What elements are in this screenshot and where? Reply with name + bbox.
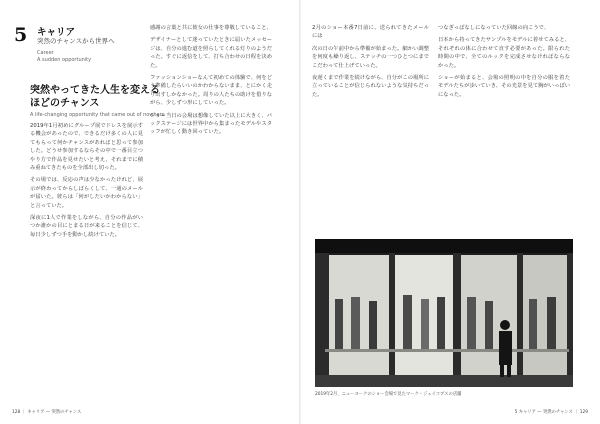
body-column-1: [30, 122, 143, 390]
storefront-illustration: [315, 239, 573, 387]
chapter-english-subtitle: A sudden opportunity: [37, 57, 92, 63]
paragraph: 次の日の午前中から準備が始まった。細かい調整を何度も繰り返し、ステッチの一つひとつにまでこだわって仕上げていった。: [312, 45, 429, 69]
section-english-title: A life-changing opportunity that came out of nowhere: [30, 112, 165, 118]
paragraph: 感謝の言葉と共に彼女の仕事を尊敬していること、: [150, 25, 272, 31]
paragraph: その場では、反応の声は少なかったけれど、展示が終わってからしばらくして、一通のメールが届いた。彼らは「何がしたいかわからない」と言っていた。: [30, 177, 143, 209]
paragraph: 2019年1月初めにグループ展でドレスを展示する機会があったので、できるだけ多くの人に見てもらって何かチャンスがあればと思って参加した。どうせ参加するならその中で一番目立つやり方で作品を見せたいと考え、それまでに積み重ねてきたものを全部出し切った。: [30, 123, 143, 172]
folio-right: 5 キャリア — 突然のチャンス ｜ 129: [514, 410, 588, 415]
folio-left: 128 ｜ キャリア — 突然のチャンス: [12, 410, 82, 415]
paragraph: ショーが始まると、会場の照明の中を自分の服を着たモデルたちが歩いていき、その光景を見て胸がいっぱいになった。: [438, 75, 570, 98]
paragraph: デザイナーとして迷っていたときに届いたメッセージは、自分の進む道を照らしてくれる灯りのようだった。すぐに返信をして、打ち合わせの日程を決めた。: [150, 37, 272, 69]
photo-caption: 2019年2月、ニューヨークのショー会場で見たマーク・ジェイコブスの店舗: [315, 392, 462, 397]
paragraph: 日本から持ってきたサンプルをモデルに着せてみると、それぞれの体に合わせて直す必要があった。限られた時間の中で、全てのルックを完成させなければならなかった。: [438, 37, 570, 69]
chapter-english-title: Career: [37, 50, 54, 56]
spread-fold: [299, 0, 301, 424]
chapter-number: 5: [14, 24, 28, 46]
body-column-2: [150, 24, 272, 394]
paragraph: 2月のショー本番7日前に、送られてきたメールには: [312, 25, 429, 40]
chapter-title: キャリア: [37, 27, 76, 38]
body-column-3: [312, 24, 429, 236]
paragraph: ファッションショーなんて初めての体験で、何をどう準備したらいいのかわからないまま、とにかく走り出すしかなかった。周りの人たちの助けを借りながら、少しずつ形にしていった。: [150, 75, 272, 107]
paragraph: 夜遅くまで作業を続けながら、自分がこの場所に立っていることが信じられないような気持ちだった。: [312, 75, 429, 98]
paragraph: ショー当日の会場は想像していた以上に大きく、バックステージには世界中から集まったモデルやスタッフが忙しく動き回っていた。: [150, 112, 272, 136]
paragraph: 深夜に1人で作業をしながら、自分の作品がいつか誰かの目にとまる日が来ることを信じて、毎日少しずつ手を動かし続けていた。: [30, 215, 143, 238]
section-title: 突然やってきた人生を変えるほどのチャンス: [30, 85, 160, 109]
storefront-photo: [315, 239, 573, 387]
chapter-subtitle: 突然のチャンスから世界へ: [37, 37, 115, 45]
body-column-4: [438, 24, 570, 236]
paragraph: つなぎっぱなしになっていた回線の向こうで、: [438, 25, 550, 31]
